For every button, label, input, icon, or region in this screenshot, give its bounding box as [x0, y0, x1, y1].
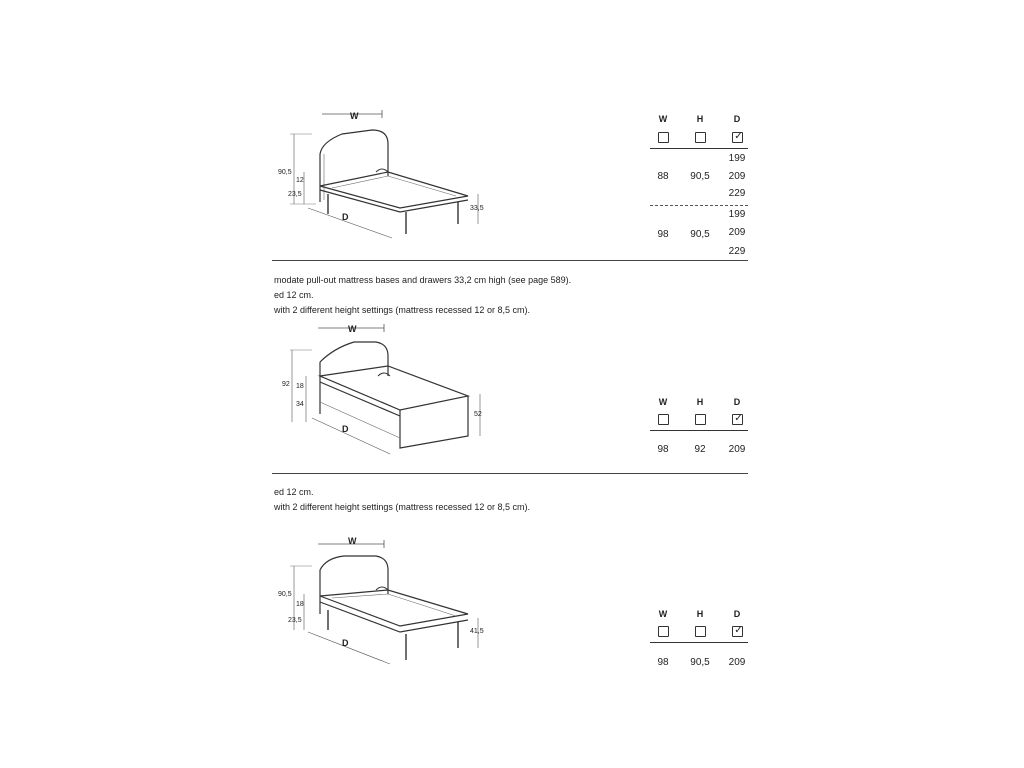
base-height-label: 23,5 — [288, 191, 302, 198]
table-rule — [650, 642, 748, 643]
total-height-label: 92 — [282, 381, 290, 388]
checkbox-h — [695, 626, 706, 637]
depth-value: 199 — [728, 209, 746, 220]
checkbox-d — [732, 414, 743, 425]
bed-drawing-2 — [272, 318, 492, 458]
width-value: 98 — [657, 229, 669, 240]
header-h: H — [696, 397, 704, 407]
checkbox-h — [695, 132, 706, 143]
checkbox-d — [732, 626, 743, 637]
width-value: 98 — [657, 657, 669, 668]
note-line: with 2 different height settings (mattress recessed 12 or 8,5 cm). — [274, 305, 530, 315]
depth-value: 209 — [728, 444, 746, 455]
d-dimension-label: D — [342, 638, 349, 648]
note-line: ed 12 cm. — [274, 290, 314, 300]
w-dimension-label: W — [348, 324, 357, 334]
row-separator — [650, 205, 748, 206]
w-dimension-label: W — [350, 111, 359, 121]
foot-height-label: 33,5 — [470, 205, 484, 212]
total-height-label: 90,5 — [278, 591, 292, 598]
header-w: W — [658, 397, 668, 407]
header-w: W — [658, 609, 668, 619]
headboard-step-label: 18 — [296, 383, 304, 390]
depth-value: 209 — [728, 227, 746, 238]
height-value: 90,5 — [690, 171, 710, 182]
header-d: D — [733, 114, 741, 124]
height-value: 90,5 — [690, 229, 710, 240]
width-value: 98 — [657, 444, 669, 455]
base-height-label: 23,5 — [288, 617, 302, 624]
depth-value: 229 — [728, 188, 746, 199]
check-icon: ✓ — [734, 131, 743, 142]
depth-value: 209 — [728, 657, 746, 668]
table-rule — [650, 148, 748, 149]
checkbox-w — [658, 626, 669, 637]
d-dimension-label: D — [342, 212, 349, 222]
note-line: with 2 different height settings (mattress recessed 12 or 8,5 cm). — [274, 502, 530, 512]
header-h: H — [696, 114, 704, 124]
depth-value: 199 — [728, 153, 746, 164]
total-height-label: 90,5 — [278, 169, 292, 176]
table-rule — [650, 430, 748, 431]
check-icon: ✓ — [734, 413, 743, 424]
bed-drawing-3 — [272, 530, 492, 670]
d-dimension-label: D — [342, 424, 349, 434]
depth-value: 209 — [728, 171, 746, 182]
bed-drawing-1 — [272, 104, 492, 244]
foot-height-label: 41,5 — [470, 628, 484, 635]
headboard-step-label: 18 — [296, 601, 304, 608]
headboard-step-label: 12 — [296, 177, 304, 184]
check-icon: ✓ — [734, 625, 743, 636]
foot-height-label: 52 — [474, 411, 482, 418]
header-w: W — [658, 114, 668, 124]
checkbox-d — [732, 132, 743, 143]
note-line: modate pull-out mattress bases and drawers 33,2 cm high (see page 589). — [274, 275, 572, 285]
note-line: ed 12 cm. — [274, 487, 314, 497]
header-d: D — [733, 397, 741, 407]
height-value: 90,5 — [690, 657, 710, 668]
checkbox-w — [658, 132, 669, 143]
checkbox-h — [695, 414, 706, 425]
header-h: H — [696, 609, 704, 619]
base-height-label: 34 — [296, 401, 304, 408]
section-divider — [272, 260, 748, 261]
header-d: D — [733, 609, 741, 619]
checkbox-w — [658, 414, 669, 425]
height-value: 92 — [694, 444, 706, 455]
depth-value: 229 — [728, 246, 746, 257]
section-divider — [272, 473, 748, 474]
width-value: 88 — [657, 171, 669, 182]
w-dimension-label: W — [348, 536, 357, 546]
